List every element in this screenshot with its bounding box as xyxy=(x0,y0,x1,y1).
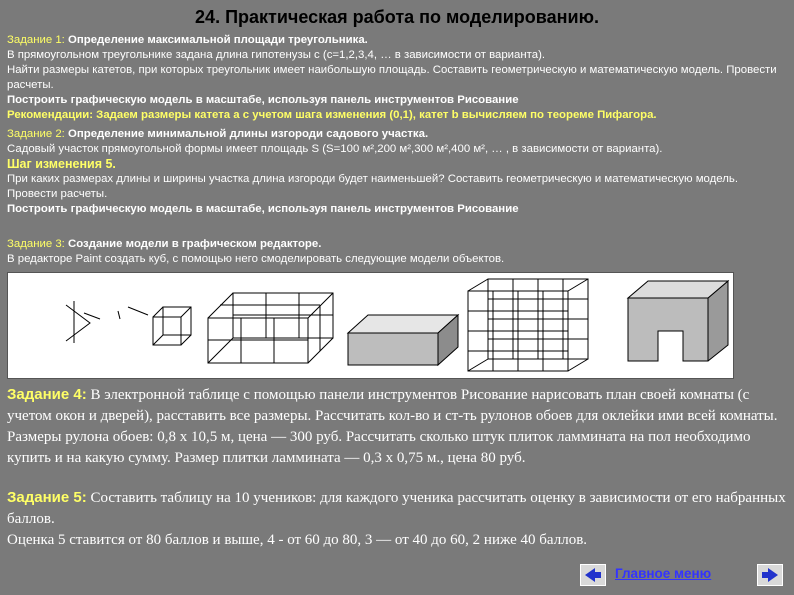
task1-line1: В прямоугольном треугольнике задана длина гипотенузы c (c=1,2,3,4, … в зависимости от варианта). xyxy=(7,49,546,61)
task1-heading: Определение максимальной площади треугольника. xyxy=(64,34,368,46)
solid-shaded-block xyxy=(348,315,458,365)
task5-line2: Оценка 5 ставится от 80 баллов и выше, 4 - от 60 до 80, 3 — от 40 до 60, 2 ниже 40 баллов. xyxy=(7,532,588,548)
next-button[interactable] xyxy=(757,564,783,586)
task4-label: Задание 4: xyxy=(7,386,87,403)
task2-step: Шаг изменения 5. xyxy=(7,157,116,171)
task2-label: Задание 2: xyxy=(7,128,65,140)
task5-block xyxy=(7,487,787,551)
task2-heading: Определение минимальной длины изгороди садового участка. xyxy=(64,128,429,140)
arrow-left-icon xyxy=(581,565,605,585)
cube-models-drawing xyxy=(8,273,733,378)
task1-label: Задание 1: xyxy=(7,34,65,46)
task1-line3: Построить графическую модель в масштабе, используя панель инструментов Рисование xyxy=(7,94,519,106)
single-wire-cube xyxy=(153,307,191,345)
task4-text: В электронной таблице с помощью панели инструментов Рисование нарисовать план своей комнаты (с учетом окон и дверей), расставить все размеры. Рассчитать кол-во и ст-ть рулонов обоев для оклейки ими всей комнаты. Размеры рулона обоев: 0,8 х 10,5 м, цена — 300 руб. Рассчитать сколько штук плиток ламмината на пол необходимо купить и на какую сумму. Размер плитки ламмината — 0,3 х 0,75 м., цена 80 руб. xyxy=(7,387,778,466)
task3-block xyxy=(7,237,787,267)
wire-cube-grid xyxy=(468,279,588,371)
task3-heading: Создание модели в графическом редакторе. xyxy=(64,238,322,250)
task2-line1: Садовый участок прямоугольной формы имеет площадь S (S=100 м²,200 м²,300 м²,400 м², … , в зависимости от варианта). xyxy=(7,143,663,155)
task1-recommendation: Рекомендации: Задаем размеры катета а с учетом шага изменения (0,1), катет b вычисляем по теореме Пифагора. xyxy=(7,109,657,121)
arrow-right-icon xyxy=(758,565,782,585)
task1-line2: Найти размеры катетов, при которых треугольник имеет наибольшую площадь. Составить геометрическую и математическую модель. Провести расчеты. xyxy=(7,64,777,91)
main-menu-link[interactable]: Главное меню xyxy=(615,566,712,581)
task5-title-line xyxy=(7,487,787,530)
task3-label: Задание 3: xyxy=(7,238,65,250)
cube-models-image xyxy=(7,272,734,379)
prev-button[interactable] xyxy=(580,564,606,586)
wire-cube-cluster xyxy=(208,293,333,363)
task3-title-line xyxy=(7,237,787,252)
page-title: 24. Практическая работа по моделированию. xyxy=(195,7,599,27)
cube-construction-sketch xyxy=(66,301,148,343)
task2-block xyxy=(7,127,787,217)
task1-title-line xyxy=(7,33,787,48)
solid-arch-shape xyxy=(628,281,728,361)
task2-line3: Построить графическую модель в масштабе, используя панель инструментов Рисование xyxy=(7,203,519,215)
task4-block xyxy=(7,384,787,469)
task5-label: Задание 5: xyxy=(7,489,87,506)
task2-line2: При каких размерах длины и ширины участка длина изгороди будет наименьшей? Составить геометрическую и математическую модель. Провести расчеты. xyxy=(7,173,738,200)
task1-block xyxy=(7,33,787,123)
task3-line1: В редакторе Paint создать куб, с помощью него смоделировать следующие модели объектов. xyxy=(7,253,505,265)
task5-text: Составить таблицу на 10 учеников: для каждого ученика рассчитать оценку в зависимости от его набранных баллов. xyxy=(7,490,786,527)
task2-title-line xyxy=(7,127,787,142)
